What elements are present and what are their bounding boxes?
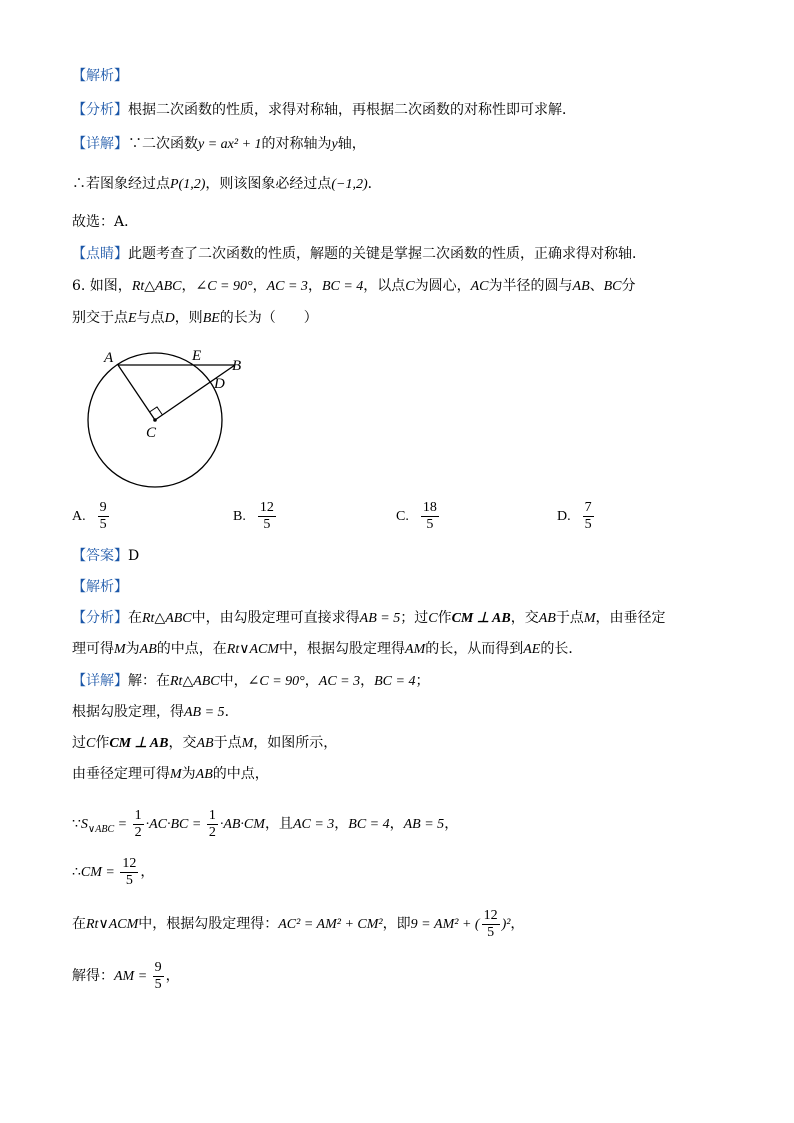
fenxi-line bbox=[72, 100, 576, 120]
text: ，即 bbox=[382, 916, 411, 932]
math: AC = 3 bbox=[318, 674, 361, 689]
denominator: 2 bbox=[208, 824, 216, 840]
text: 中，由勾股定理可直接求得 bbox=[191, 610, 360, 626]
math: AC = 3 bbox=[292, 817, 335, 832]
math: Rt△ABC bbox=[142, 611, 192, 626]
denominator: 5 bbox=[426, 517, 434, 532]
math: ∠C = 90° bbox=[247, 674, 305, 689]
math: AB bbox=[195, 767, 213, 782]
math: M bbox=[583, 611, 596, 626]
text: 于点 bbox=[555, 610, 584, 626]
text: 在 bbox=[128, 610, 142, 626]
math: ∨ABC bbox=[87, 823, 115, 835]
choice-line: 故选：A． bbox=[72, 214, 139, 230]
math: = bbox=[114, 817, 131, 832]
text: 为圆心， bbox=[414, 278, 471, 294]
geometry-figure bbox=[80, 340, 260, 495]
math: S bbox=[80, 817, 88, 832]
denominator: 5 bbox=[154, 976, 162, 992]
text: 中， bbox=[219, 673, 248, 689]
text: 的中点， bbox=[212, 766, 269, 782]
denominator: 5 bbox=[584, 517, 592, 532]
text: 由垂径定理可得 bbox=[72, 766, 170, 782]
text: 解：在 bbox=[128, 673, 170, 689]
math: M bbox=[170, 767, 182, 782]
math: 9 = AM² + ( bbox=[410, 917, 480, 932]
label-b: B bbox=[232, 358, 242, 374]
xiangjie2-line-5 bbox=[72, 806, 458, 848]
text: ；过 bbox=[400, 610, 429, 626]
math: M bbox=[241, 736, 254, 751]
text: ， bbox=[307, 278, 322, 294]
xiangjie2-line-8 bbox=[72, 958, 180, 995]
numerator: 7 bbox=[584, 500, 592, 515]
option-fraction bbox=[583, 500, 594, 533]
answer-line bbox=[72, 546, 139, 566]
math: AB bbox=[139, 642, 157, 657]
numerator: 9 bbox=[99, 500, 107, 515]
denominator: 2 bbox=[134, 824, 142, 840]
math: BC bbox=[603, 279, 622, 294]
math: AC² = AM² + CM² bbox=[278, 917, 383, 932]
math: AM bbox=[405, 642, 426, 657]
math: AB = 5 bbox=[403, 817, 445, 832]
fraction-half bbox=[133, 808, 144, 841]
xiangjie2-line-3 bbox=[72, 733, 337, 754]
math: CM ⊥ AB bbox=[451, 611, 511, 626]
q6-line-1 bbox=[72, 276, 636, 297]
label-a: A bbox=[104, 350, 114, 366]
text: 的长． bbox=[540, 641, 583, 657]
option-fraction bbox=[258, 500, 276, 533]
math: ·AB·CM bbox=[219, 817, 265, 832]
text: 中，根据勾股定理得 bbox=[279, 641, 406, 657]
math: AB bbox=[196, 736, 214, 751]
label-d: D bbox=[214, 376, 225, 392]
text: ， bbox=[510, 916, 525, 932]
xiangjie2-line-1 bbox=[72, 671, 429, 692]
math: AB = 5 bbox=[184, 705, 225, 720]
math: BC = 4 bbox=[374, 674, 416, 689]
text: 根据勾股定理，得 bbox=[72, 704, 184, 720]
math: AB bbox=[538, 611, 556, 626]
math: E bbox=[128, 311, 137, 326]
math: C bbox=[86, 736, 96, 751]
math: D bbox=[164, 311, 175, 326]
q6-line-2 bbox=[72, 308, 318, 329]
numerator: 12 bbox=[122, 855, 137, 871]
text: 过 bbox=[72, 735, 86, 751]
text: ； bbox=[415, 673, 430, 689]
text: ， bbox=[360, 673, 375, 689]
math: AB bbox=[572, 279, 590, 294]
segment-cb bbox=[155, 365, 235, 420]
math: )² bbox=[501, 917, 511, 932]
math: C bbox=[405, 279, 415, 294]
option-label: D. bbox=[557, 508, 571, 524]
math: Rt∨ACM bbox=[86, 917, 139, 932]
option-b[interactable] bbox=[233, 500, 278, 533]
text: 的对称轴为 bbox=[261, 136, 332, 152]
numerator: 12 bbox=[259, 500, 274, 515]
text: ， bbox=[389, 816, 404, 832]
text: 解得： bbox=[72, 968, 114, 984]
daan-tag: 【答案】 bbox=[72, 548, 128, 564]
math: Rt∨ACM bbox=[226, 642, 280, 657]
text: 6. 如图， bbox=[72, 278, 132, 294]
text: ， bbox=[304, 673, 319, 689]
y-var: y bbox=[331, 137, 338, 152]
text: 别交于点 bbox=[72, 310, 128, 326]
xiangjie2-line-2 bbox=[72, 702, 239, 723]
math: Rt△ABC bbox=[131, 279, 182, 294]
text: 中，根据勾股定理得： bbox=[138, 916, 279, 932]
jiexi-heading: 【解析】 bbox=[72, 68, 128, 84]
fenxi2-line-2 bbox=[72, 639, 582, 660]
text: 为 bbox=[125, 641, 140, 657]
option-c[interactable] bbox=[396, 500, 441, 533]
math: BC = 4 bbox=[348, 817, 390, 832]
text: 轴， bbox=[337, 136, 366, 152]
fenxi-text: 根据二次函数的性质，求得对称轴，再根据二次函数的对称性即可求解． bbox=[128, 102, 576, 118]
text: ，则 bbox=[174, 310, 203, 326]
math: BC = 4 bbox=[321, 279, 364, 294]
text: 在 bbox=[72, 916, 86, 932]
text: ，如图所示， bbox=[253, 735, 338, 751]
option-label: B. bbox=[233, 508, 246, 524]
text: ． bbox=[367, 176, 382, 192]
text: ，以点 bbox=[363, 278, 406, 294]
text: ，则该图象必经过点 bbox=[205, 176, 332, 192]
xiangjie-line bbox=[72, 134, 366, 155]
text: 理可得 bbox=[72, 641, 114, 657]
jiexi-heading-2: 【解析】 bbox=[72, 579, 128, 595]
point-neg: (−1,2) bbox=[331, 177, 368, 192]
text: 与点 bbox=[136, 310, 165, 326]
text: ，交 bbox=[510, 610, 539, 626]
math: CM ⊥ AB bbox=[109, 736, 169, 751]
option-label: C. bbox=[396, 508, 409, 524]
xiangjie-tag: 【详解】 bbox=[72, 136, 128, 152]
text: 的长，从而得到 bbox=[425, 641, 524, 657]
text: 的长为（ ） bbox=[219, 310, 318, 326]
math: Rt△ABC bbox=[170, 674, 220, 689]
option-label: A. bbox=[72, 508, 86, 524]
numerator: 1 bbox=[208, 807, 216, 823]
text: 作 bbox=[95, 735, 110, 751]
label-e: E bbox=[192, 348, 202, 364]
formula: y = ax² + 1 bbox=[198, 137, 262, 152]
point-p: P(1,2) bbox=[170, 177, 206, 192]
text: ，交 bbox=[168, 735, 197, 751]
label-c: C bbox=[146, 425, 157, 441]
math: BE bbox=[202, 311, 220, 326]
xiangjie-tag: 【详解】 bbox=[72, 673, 128, 689]
answer-value: D bbox=[128, 548, 140, 564]
math: AM = bbox=[114, 969, 151, 984]
text: ，且 bbox=[264, 816, 293, 832]
fraction bbox=[153, 960, 164, 993]
fraction bbox=[482, 908, 500, 941]
text: ∴ bbox=[72, 864, 81, 880]
text: ∵ bbox=[72, 816, 81, 832]
text: ， bbox=[252, 278, 267, 294]
numerator: 9 bbox=[154, 959, 162, 975]
text: ． bbox=[224, 704, 239, 720]
option-d[interactable] bbox=[557, 500, 596, 533]
text: ∴若图象经过点 bbox=[72, 176, 170, 192]
fenxi-tag: 【分析】 bbox=[72, 102, 128, 118]
math: ·AC·BC = bbox=[145, 817, 205, 832]
math: M bbox=[114, 642, 126, 657]
math: AB = 5 bbox=[359, 611, 401, 626]
text: 为 bbox=[181, 766, 196, 782]
math: ∠C = 90° bbox=[195, 279, 253, 294]
math: AE bbox=[523, 642, 541, 657]
xiangjie2-line-4 bbox=[72, 764, 269, 785]
numerator: 12 bbox=[483, 907, 498, 923]
math: CM = bbox=[80, 865, 119, 880]
xiangjie2-line-7 bbox=[72, 906, 524, 943]
fraction bbox=[120, 856, 138, 889]
option-a[interactable] bbox=[72, 500, 111, 533]
xiangjie2-line-6 bbox=[72, 854, 154, 891]
denominator: 5 bbox=[263, 517, 271, 532]
dianjing-text: 此题考查了二次函数的性质，解题的关键是掌握二次函数的性质，正确求得对称轴． bbox=[128, 246, 646, 262]
text: ， bbox=[140, 864, 155, 880]
fenxi2-line-1 bbox=[72, 608, 665, 629]
text: 分 bbox=[621, 278, 636, 294]
option-fraction bbox=[98, 500, 109, 533]
text: ， bbox=[181, 278, 196, 294]
text: ∵二次函数 bbox=[128, 136, 198, 152]
dianjing-tag: 【点睛】 bbox=[72, 246, 128, 262]
text: ， bbox=[334, 816, 349, 832]
text: 为半径的圆与 bbox=[488, 278, 573, 294]
math: AC = 3 bbox=[266, 279, 308, 294]
center-point bbox=[153, 418, 157, 422]
text: 、 bbox=[589, 278, 604, 294]
therefore-line bbox=[72, 174, 382, 195]
option-fraction bbox=[421, 500, 439, 533]
numerator: 18 bbox=[422, 500, 437, 515]
fenxi-tag: 【分析】 bbox=[72, 610, 128, 626]
text: ，由垂径定 bbox=[595, 610, 666, 626]
text: 的中点，在 bbox=[156, 641, 227, 657]
text: ， bbox=[444, 816, 459, 832]
math: C bbox=[428, 611, 438, 626]
dianjing-line bbox=[72, 244, 646, 264]
fraction-half bbox=[207, 808, 218, 841]
denominator: 5 bbox=[487, 924, 495, 940]
numerator: 1 bbox=[134, 807, 142, 823]
math: AC bbox=[470, 279, 489, 294]
denominator: 5 bbox=[125, 872, 133, 888]
text: ， bbox=[165, 968, 180, 984]
text: 于点 bbox=[213, 735, 242, 751]
text: 作 bbox=[437, 610, 452, 626]
denominator: 5 bbox=[99, 517, 107, 532]
